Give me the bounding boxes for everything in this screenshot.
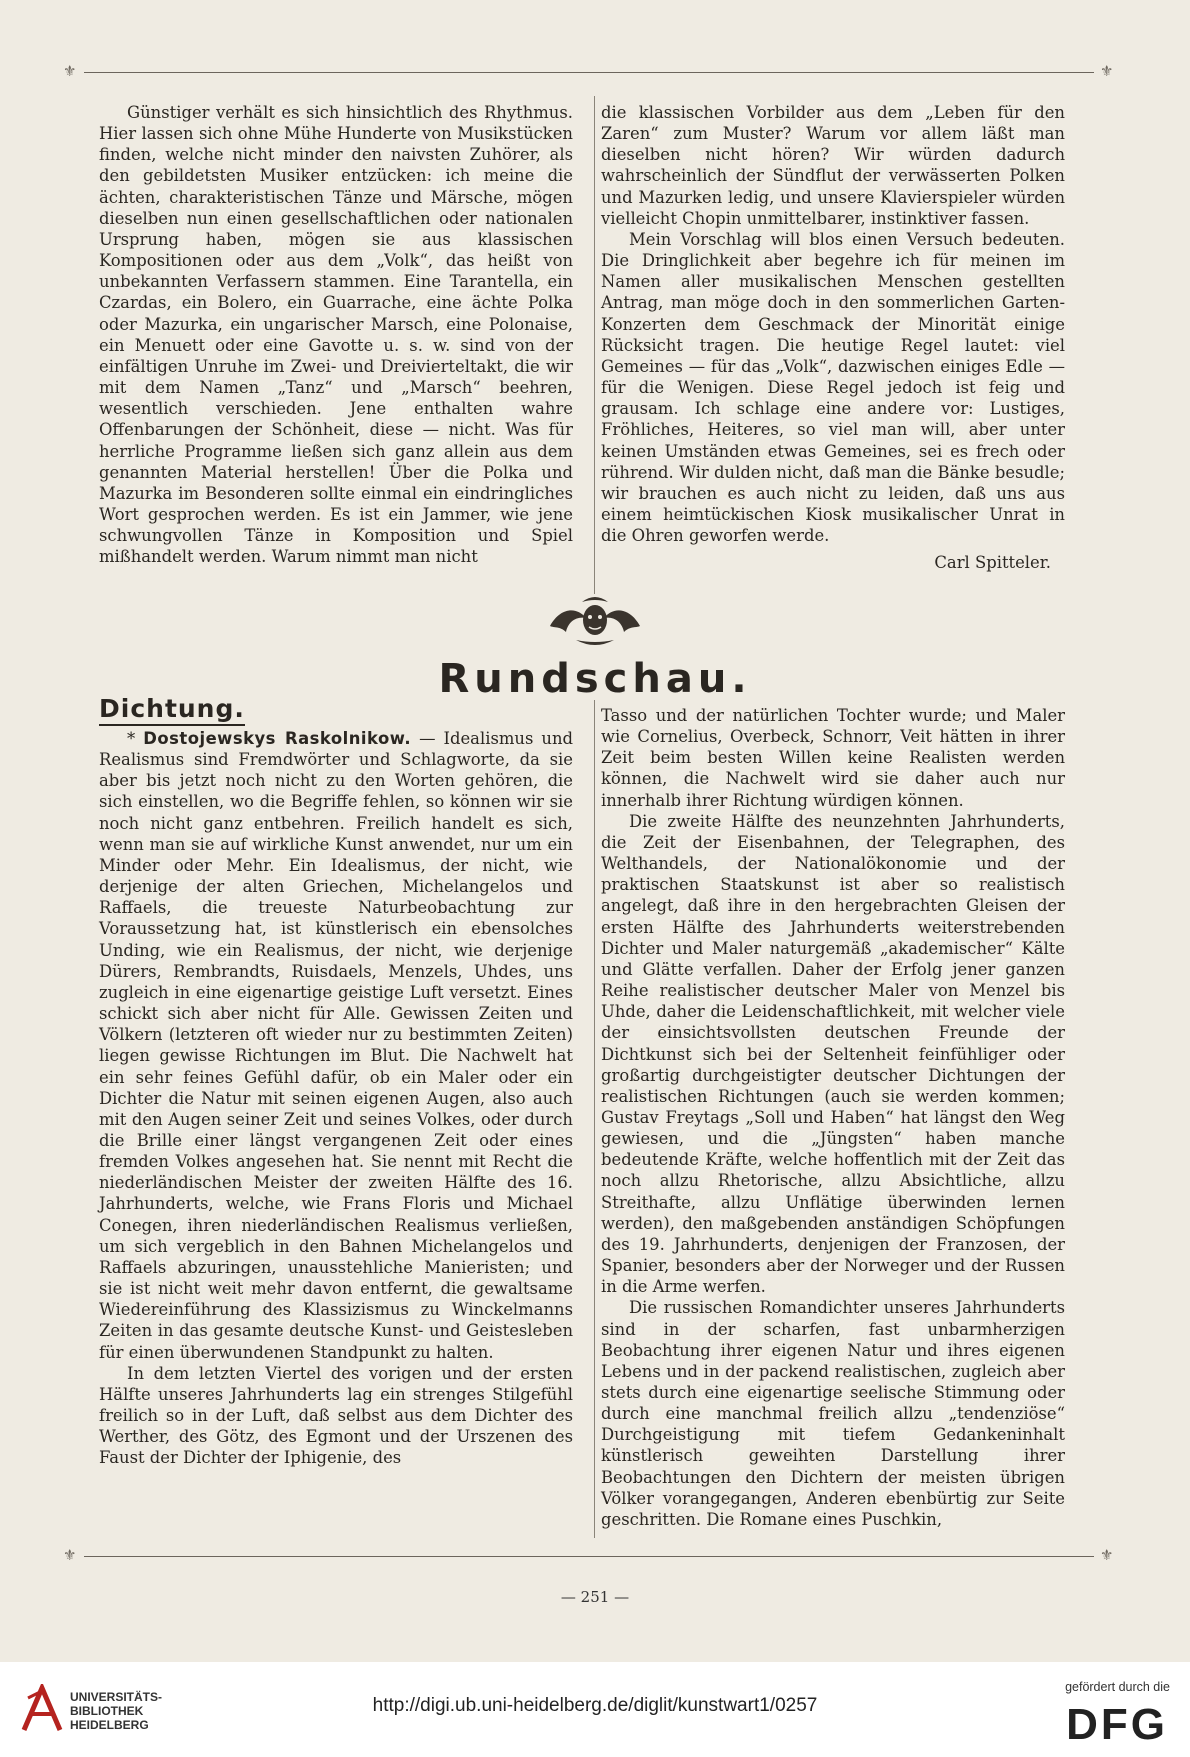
mask-vignette-icon <box>546 592 644 648</box>
paragraph: In dem letzten Viertel des vorigen und der ersten Hälfte unseres Jahrhunderts lag ein strenges Stilgefühl freilich so in der Luft, daß selbst aus dem Dichter des Werther, des Götz, des Egmont und der Urszenen des Faust der Dichter der Iphigenie, des <box>99 1363 573 1468</box>
footer-bar <box>0 1662 1190 1757</box>
source-url-link[interactable]: http://digi.ub.uni-heidelberg.de/diglit/kunstwart1/0257 <box>372 1695 818 1716</box>
article-marker: * <box>127 729 136 748</box>
top-column-left <box>99 102 573 567</box>
paragraph: die klassischen Vorbilder aus dem „Leben für den Zaren“ zum Muster? Warum vor allem läßt man dieselben nicht hören? Wir würden dadurch wahrscheinlich der Sündflut der verwässerten Polken und Mazurken ledig, und unsere Klavierspieler würden vielleicht Chopin unmittelbarer, instinktiver fassen. <box>601 103 1065 228</box>
paragraph: Günstiger verhält es sich hinsichtlich des Rhythmus. Hier lassen sich ohne Mühe Hunderte von Musikstücken finden, welche nicht minder den naivsten Zuhörer, als den gebildetsten Musiker entzücken: ich meine die ächten, charakteristischen Tänze und Märsche, mögen dieselben nun einen gesellschaftlichen oder nationalen Ursprung haben, mögen sie aus klassischen Kompositionen oder aus dem „Volk“, das heißt von unbekannten Verfassern stammen. Eine Tarantella, ein Czardas, ein Bolero, ein Guarrache, eine ächte Polka oder Mazurka, ein ungarischer Marsch, eine Polonaise, ein Menuett oder eine Gavotte u. s. w. sind von der einfältigen Unruhe im Zwei- und Dreivierteltakt, die wir mit dem Namen „Tanz“ und „Marsch“ beehren, wesentlich verschieden. Jene enthalten wahre Offenbarungen der Schönheit, diese — nicht. Was für herrliche Programme ließen sich ganz allein aus dem genannten Material herstellen! Über die Polka und Mazurka im Besonderen sollte einmal ein eindringliches Wort gesprochen werden. Es ist ein Jammer, wie jene schwungvollen Tänze in Komposition und Spiel mißhandelt werden. Warum nimmt man nicht <box>99 103 573 567</box>
institution-line: HEIDELBERG <box>70 1718 149 1732</box>
sponsor-label: gefördert durch die <box>1065 1680 1170 1694</box>
article-title: Dostojewskys Raskolnikow. <box>143 729 412 748</box>
top-rule <box>84 72 1094 73</box>
paragraph-text: Idealismus und Realismus sind Fremdwörter und Schlagworte, da sie aber bis jetzt noch nicht zu den Worten gehören, die sich einstellen, wo die Begriffe fehlen, so können wir sie noch nicht ganz entbehren. Freilich handelt es sich, wenn man sie auf wirkliche Kunst anwendet, nur um ein Minder oder Mehr. Ein Idealismus, der nicht, wie derjenige der alten Griechen, Michelangelos und Raffaels, die treueste Naturbeobachtung zur Voraussetzung hat, ist künstlerisch ein ebensolches Unding, wie ein Realismus, der nicht, wie derjenige Dürers, Rembrandts, Ruisdaels, Menzels, Uhdes, uns zugleich in eine eigenartige geistige Luft versetzt. Eines schickt sich aber nicht für Alle. Gewissen Zeiten und Völkern (letzteren oft wieder nur zu bestimmten Zeiten) liegen gewisse Richtungen im Blut. Die Nachwelt hat ein sehr feines Gefühl dafür, ob ein Maler oder ein Dichter die Natur mit seinen eigenen Augen, also auch mit den Augen seiner Zeit und seines Volkes, oder durch die Brille einer längst vergangenen Zeit oder eines fremden Volkes angesehen hat. Sie nennt mit Recht die niederländischen Meister der zweiten Hälfte des 16. Jahrhunderts, welche, wie Frans Floris und Michael Conegen, ihren niederländischen Realismus verließen, um sich vergeblich in den Bahnen Michelangelos und Raffaels abzuringen, unausstehliche Manieristen; und sie ist nicht weit mehr davon entfernt, die gewaltsame Wiedereinführung des Klassizismus zu Winckelmanns Zeiten in das gesamte deutsche Kunst- und Geistesleben für einen überwundenen Standpunkt zu halten. <box>99 729 573 1362</box>
corner-ornament: ⚜ <box>1100 62 1114 80</box>
section-heading: Dichtung. <box>99 694 245 726</box>
column-divider <box>594 96 595 594</box>
dfg-logo: DFG <box>1066 1700 1168 1749</box>
institution-line: UNIVERSITÄTS- <box>70 1690 163 1704</box>
bottom-column-left <box>99 728 573 1468</box>
author-signature: Carl Spitteler. <box>934 553 1051 573</box>
article-lead <box>99 728 573 1363</box>
column-divider <box>594 700 595 1538</box>
corner-ornament: ⚜ <box>63 62 77 80</box>
corner-ornament: ⚜ <box>1100 1546 1114 1564</box>
paragraph: Mein Vorschlag will blos einen Versuch bedeuten. Die Dringlichkeit aber begehre ich für meinen im Namen aller musikalischen Menschen gestellten Antrag, man möge doch in den sommerlichen Garten-Konzerten dem Geschmack der Minorität einige Rücksicht tragen. Die heutige Regel lautet: viel Gemeines — für das „Volk“, dazwischen einiges Edle — für die Wenigen. Diese Regel jedoch ist feig und grausam. Ich schlage eine andere vor: Lustiges, Fröhliches, Heiteres, so viel man will, aber unter keinen Umständen etwas Gemeines, sei es frech oder rührend. Wir dulden nicht, daß man die Bänke besudle; wir brauchen es auch nicht zu leiden, daß uns aus einem heimtückischen Kiosk musikalischer Unrat in die Ohren geworfen werde. <box>601 229 1065 546</box>
top-column-right <box>601 102 1065 573</box>
main-heading: Rundschau. <box>438 656 752 702</box>
corner-ornament: ⚜ <box>63 1546 77 1564</box>
bottom-column-right <box>601 705 1065 1530</box>
article-dash: — <box>411 729 444 748</box>
paragraph: Tasso und der natürlichen Tochter wurde; und Maler wie Cornelius, Overbeck, Schnorr, Veit hätten in ihrer Zeit beim besten Willen keine Realisten werden können, die Nachwelt wird sie daher auch nur innerhalb ihrer Richtung würdigen können. <box>601 706 1065 810</box>
paragraph: Die zweite Hälfte des neunzehnten Jahrhunderts, die Zeit der Eisenbahnen, der Telegraphen, des Welthandels, der Nationalökonomie und der praktischen Staatskunst ist aber so realistisch angelegt, daß ihre in den hergebrachten Gleisen der ersten Hälfte des Jahrhunderts weiterstrebenden Dichter und Maler naturgemäß „akademischer“ Kälte und Glätte verfallen. Daher der Erfolg jener ganzen Reihe realistischer deutscher Maler von Menzel bis Uhde, daher die Leidenschaftlichkeit, mit welcher viele der einsichtsvollsten deutschen Freunde der Dichtkunst sich bei der Seltenheit feinfühliger oder großartig durchgeistigter deutscher Dichtungen der realistischen Richtungen (auch sie werden kommen; Gustav Freytags „Soll und Haben“ hat längst den Weg gewiesen, und die „Jüngsten“ haben manche bedeutende Kräfte, welche hoffentlich mit der Zeit das noch allzu Rhetorische, allzu Absichtliche, allzu Streithafte, allzu Unflätige überwinden lernen werden), den maßgebenden anständigen Schöpfungen des 19. Jahrhunderts, denjenigen der Franzosen, der Spanier, besonders aber der Norweger und der Russen in die Arme werfen. <box>601 811 1065 1297</box>
institution-line: BIBLIOTHEK <box>70 1704 144 1718</box>
paragraph: Die russischen Romandichter unseres Jahrhunderts sind in der scharfen, fast unbarmherzigen Beobachtung ihrer eigenen Natur und ihres eigenen Lebens und in der packend realistischen, zugleich aber stets durch eine eigenartige seelische Stimmung oder durch eine manchmal freilich allzu „tendenziöse“ Durchgeistigung mit tiefem Gedankeninhalt künstlerisch geweihten Darstellung ihrer Beobachtungen den Dichtern der meisten übrigen Völker vorangegangen, Anderen ebenbürtig zur Seite geschritten. Die Romane eines Puschkin, <box>601 1298 1065 1529</box>
bottom-rule <box>84 1556 1094 1557</box>
page-number: — 251 — <box>560 1588 630 1606</box>
